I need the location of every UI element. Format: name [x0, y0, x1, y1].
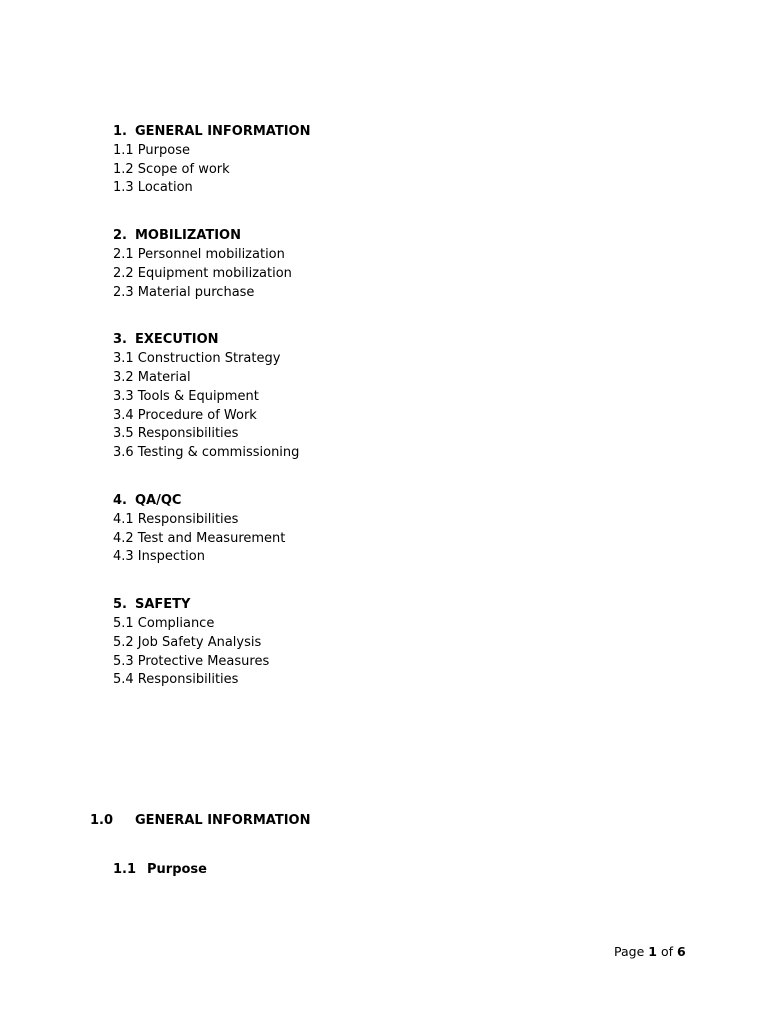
toc-item: 3.2 Material — [113, 369, 191, 385]
page-total: 6 — [676, 944, 686, 959]
toc-item: 5.3 Protective Measures — [113, 653, 270, 669]
subsection-heading — [113, 861, 207, 879]
section-heading — [90, 812, 310, 830]
section-heading-number: 1.0 — [90, 813, 114, 828]
toc-heading-number: 3. — [113, 332, 127, 348]
toc-heading-number: 2. — [113, 228, 127, 244]
toc-item: 2.1 Personnel mobilization — [113, 246, 285, 262]
toc-item: 3.6 Testing & commissioning — [113, 445, 300, 461]
toc-heading-title: SAFETY — [135, 597, 191, 613]
toc-item: 4.2 Test and Measurement — [113, 530, 286, 546]
toc-heading — [113, 331, 513, 350]
page-footer — [614, 943, 686, 961]
page-word: Page — [614, 944, 645, 959]
toc-heading — [113, 123, 513, 142]
toc-item: 5.2 Job Safety Analysis — [113, 634, 262, 650]
section-heading-title: GENERAL INFORMATION — [135, 813, 311, 828]
toc-section-safety — [113, 596, 513, 690]
toc-item: 2.2 Equipment mobilization — [113, 265, 292, 281]
toc-section-qa-qc — [113, 492, 513, 567]
toc-heading-number: 1. — [113, 124, 127, 139]
toc-heading-title: QA/QC — [135, 492, 182, 508]
toc-item: 5.1 Compliance — [113, 615, 215, 631]
toc-item: 3.3 Tools & Equipment — [113, 388, 259, 404]
toc-item: 2.3 Material purchase — [113, 284, 255, 300]
toc-heading — [113, 227, 513, 246]
toc-heading-number: 4. — [113, 492, 127, 508]
toc-section-general-information — [113, 123, 513, 198]
toc-heading-title: EXECUTION — [135, 332, 219, 348]
subsection-heading-title: Purpose — [147, 862, 207, 877]
toc-heading-title: MOBILIZATION — [135, 228, 241, 244]
toc-item: 1.3 Location — [113, 180, 193, 196]
toc-section-mobilization — [113, 227, 513, 302]
toc-heading-title: GENERAL INFORMATION — [135, 124, 311, 139]
toc-item: 4.1 Responsibilities — [113, 511, 239, 527]
toc-item: 4.3 Inspection — [113, 549, 205, 565]
of-word: of — [660, 944, 673, 959]
toc-item: 1.1 Purpose — [113, 142, 190, 158]
page-current: 1 — [648, 944, 657, 959]
toc-item: 5.4 Responsibilities — [113, 672, 239, 688]
toc-section-execution — [113, 331, 513, 463]
toc-item: 3.5 Responsibilities — [113, 426, 239, 442]
toc-heading — [113, 596, 513, 615]
toc-item: 3.4 Procedure of Work — [113, 407, 257, 423]
toc-heading — [113, 492, 513, 511]
toc-heading-number: 5. — [113, 597, 127, 613]
subsection-heading-number: 1.1 — [113, 862, 137, 877]
toc-item: 3.1 Construction Strategy — [113, 351, 281, 367]
table-of-contents — [113, 123, 513, 719]
toc-item: 1.2 Scope of work — [113, 161, 230, 177]
